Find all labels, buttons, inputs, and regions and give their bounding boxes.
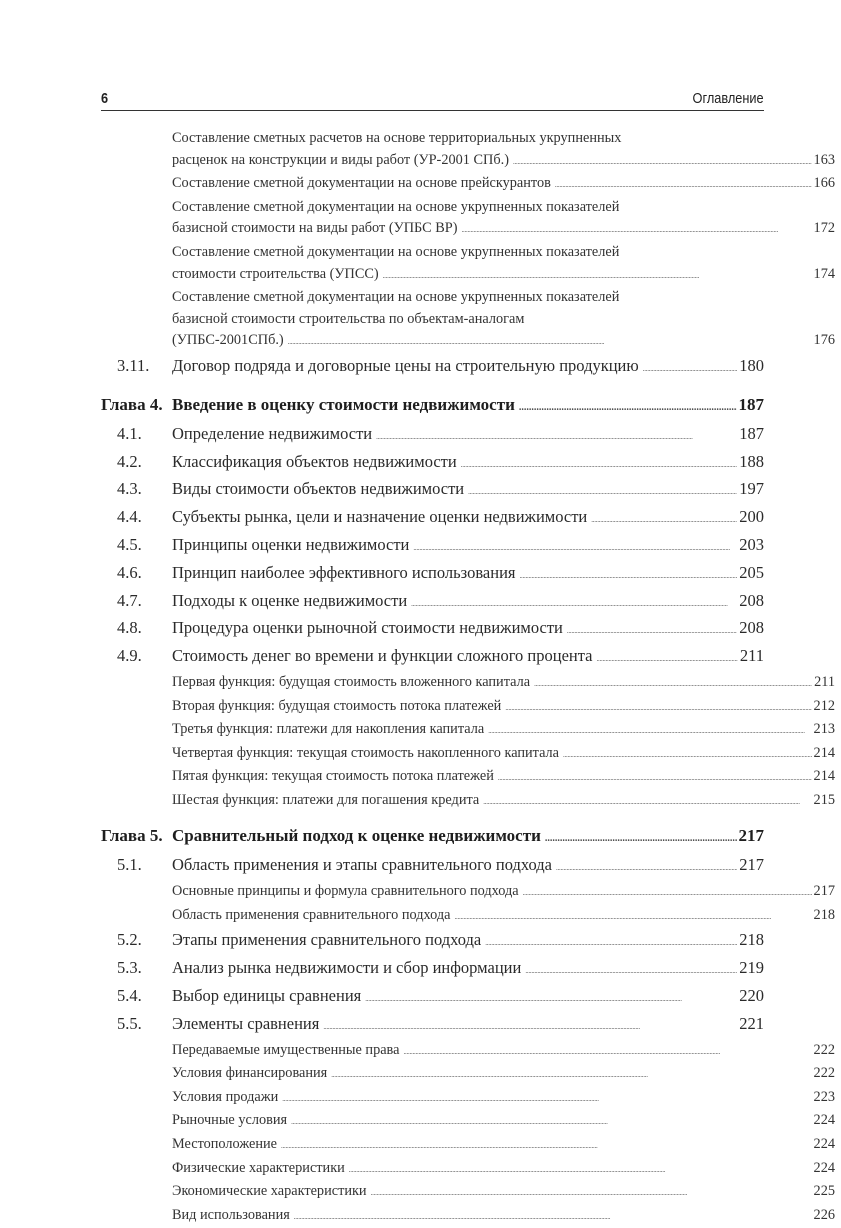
toc-subentry[interactable] [101, 1158, 835, 1182]
dot-leader [591, 505, 737, 533]
toc-page-number: 224 [813, 1112, 835, 1129]
toc-page-number: 222 [813, 1065, 835, 1082]
toc-subentry[interactable] [101, 242, 835, 287]
chapter-number: Глава 5. [101, 826, 163, 846]
dot-leader [288, 330, 812, 354]
toc-page-number: 219 [739, 958, 764, 978]
toc-subentry-title: Местоположение [172, 1136, 277, 1153]
toc-subentry[interactable] [101, 743, 835, 767]
toc-subentry[interactable] [101, 1205, 835, 1228]
section-number: 5.1. [117, 855, 142, 875]
dot-leader [371, 1181, 812, 1205]
toc-subentry-title-line: Составление сметной документации на основе укрупненных показателей [172, 289, 620, 306]
section-title: Договор подряда и договорные цены на строительную продукцию [172, 355, 639, 375]
section-number: 5.2. [117, 930, 142, 950]
toc-subentry[interactable] [101, 1134, 835, 1158]
dot-leader [534, 672, 812, 696]
section-number: 4.7. [117, 590, 142, 610]
toc-page-number: 211 [814, 673, 835, 690]
toc-subentry[interactable] [101, 128, 835, 173]
toc-subentry-title-line: Составление сметных расчетов на основе территориальных укрупненных [172, 130, 622, 146]
toc-page-number: 217 [739, 855, 764, 875]
section-number: 3.11. [117, 355, 150, 375]
dot-leader [643, 354, 738, 382]
dot-leader [461, 450, 738, 478]
toc-subentry[interactable] [101, 1181, 835, 1205]
toc-section[interactable] [101, 1012, 764, 1040]
toc-subentry-title-line: Составление сметной документации на основе укрупненных показателей [172, 243, 620, 260]
toc-page-number: 197 [739, 479, 764, 499]
running-title: Оглавление [692, 90, 764, 107]
toc-page-number: 214 [813, 744, 835, 761]
section-title: Выбор единицы сравнения [172, 986, 362, 1006]
chapter-number: Глава 4. [101, 394, 163, 414]
toc-chapter-5[interactable] [101, 823, 764, 851]
toc-page-number: 172 [813, 220, 835, 237]
toc-subentry[interactable] [101, 1063, 835, 1087]
dot-leader [523, 881, 812, 905]
toc-subentry[interactable] [101, 790, 835, 814]
dot-leader [455, 905, 812, 929]
toc-subentry-title: Третья функция: платежи для накопления капитала [172, 721, 485, 738]
chapter-title: Сравнительный подход к оценке недвижимости [172, 826, 541, 846]
toc-subentry-title: Экономические характеристики [172, 1183, 367, 1200]
toc-subentry[interactable] [101, 1110, 835, 1134]
toc-section[interactable] [101, 956, 764, 984]
toc-page-number: 180 [739, 355, 764, 375]
dot-leader [488, 719, 811, 743]
section-number: 4.9. [117, 646, 142, 666]
toc-section[interactable] [101, 616, 764, 644]
dot-leader [383, 264, 812, 288]
toc-page-number: 221 [739, 1013, 764, 1033]
toc-subentry-title: Пятая функция: текущая стоимость потока платежей [172, 768, 494, 785]
dot-leader [349, 1158, 812, 1182]
dot-leader [413, 533, 737, 561]
dot-leader [596, 644, 737, 672]
toc-subentry[interactable] [101, 1040, 835, 1064]
toc-page-number: 176 [813, 332, 835, 349]
toc-page-number: 224 [813, 1136, 835, 1153]
section-title: Этапы применения сравнительного подхода [172, 930, 482, 950]
dot-leader [365, 984, 737, 1012]
page-number: 6 [101, 90, 109, 107]
dot-leader [291, 1110, 811, 1134]
dot-leader [331, 1063, 811, 1087]
toc-subentry[interactable] [101, 905, 835, 929]
toc-subentry-title-line: стоимости строительства (УПСС) [172, 265, 379, 282]
section-title: Анализ рынка недвижимости и сбор информации [172, 958, 522, 978]
toc-section[interactable] [101, 589, 764, 617]
dot-leader [563, 743, 812, 767]
dot-leader [519, 392, 737, 420]
toc-page-number: 218 [813, 906, 835, 923]
toc-page-number: 214 [813, 768, 835, 785]
toc-section[interactable] [101, 450, 764, 478]
dot-leader [403, 1040, 811, 1064]
toc-page-number: 213 [813, 721, 835, 738]
toc-page-number: 225 [813, 1183, 835, 1200]
dot-leader [520, 561, 738, 589]
toc-subentry-title-line: Составление сметной документации на основе укрупненных показателей [172, 198, 620, 215]
toc-page-number: 187 [739, 423, 764, 443]
toc-page-number: 187 [738, 394, 764, 414]
dot-leader [468, 477, 737, 505]
toc-subentry-title: Составление сметной документации на основе прейскурантов [172, 175, 551, 192]
dot-leader [545, 823, 737, 851]
toc-subentry[interactable] [101, 1087, 835, 1111]
dot-leader [282, 1087, 811, 1111]
section-number: 4.3. [117, 479, 142, 499]
toc-subentry-title-line: базисной стоимости строительства по объектам-аналогам [172, 310, 525, 327]
toc-page-number: 212 [813, 697, 835, 714]
toc-page-number: 205 [739, 562, 764, 582]
toc-page-number: 224 [813, 1159, 835, 1176]
section-title: Определение недвижимости [172, 423, 373, 443]
section-number: 5.5. [117, 1013, 142, 1033]
toc-page-number: 217 [738, 826, 764, 846]
toc-page-number: 163 [813, 151, 835, 168]
dot-leader [485, 928, 737, 956]
toc-page-number: 211 [739, 646, 764, 666]
dot-leader [281, 1134, 812, 1158]
toc-section-3-11[interactable] [101, 354, 764, 382]
section-number: 4.8. [117, 618, 142, 638]
toc-section[interactable] [101, 533, 764, 561]
dot-leader [498, 766, 812, 790]
toc-section[interactable] [101, 477, 764, 505]
section-title: Субъекты рынка, цели и назначение оценки недвижимости [172, 507, 588, 527]
section-number: 4.2. [117, 451, 142, 471]
toc-section[interactable] [101, 928, 764, 956]
toc-page-number: 200 [739, 507, 764, 527]
section-number: 4.6. [117, 562, 142, 582]
section-title: Подходы к оценке недвижимости [172, 590, 408, 610]
section-title: Элементы сравнения [172, 1013, 320, 1033]
toc-subentry-title: Вторая функция: будущая стоимость потока платежей [172, 697, 502, 714]
toc-chapter-4[interactable] [101, 392, 764, 420]
dot-leader [294, 1205, 812, 1228]
toc-page-number: 217 [813, 883, 835, 900]
toc-page-number: 208 [739, 590, 764, 610]
dot-leader [567, 616, 737, 644]
toc-page-number: 188 [739, 451, 764, 471]
dot-leader [462, 218, 812, 242]
section-number: 4.1. [117, 423, 142, 443]
toc-page-number: 218 [739, 930, 764, 950]
toc-subentry-title: Шестая функция: платежи для погашения кредита [172, 791, 480, 808]
toc-page-number: 223 [813, 1088, 835, 1105]
toc-subentry-title-line: расценок на конструкции и виды работ (УР-2001 СПб.) [172, 151, 509, 168]
dot-leader [556, 853, 737, 881]
section-title: Виды стоимости объектов недвижимости [172, 479, 465, 499]
section-number: 5.4. [117, 986, 142, 1006]
toc-section[interactable] [101, 505, 764, 533]
section-title: Процедура оценки рыночной стоимости недвижимости [172, 618, 563, 638]
dot-leader [323, 1012, 737, 1040]
toc-page-number: 208 [739, 618, 764, 638]
toc-page-number: 166 [813, 175, 835, 192]
toc-section[interactable] [101, 561, 764, 589]
dot-leader [483, 790, 811, 814]
toc-page-number: 215 [813, 791, 835, 808]
dot-leader [513, 150, 812, 174]
toc-subentry-title: Четвертая функция: текущая стоимость накопленного капитала [172, 744, 560, 761]
toc-subentry-title: Условия финансирования [172, 1065, 328, 1082]
toc-subentry[interactable] [101, 719, 835, 743]
toc-page-number: 222 [813, 1041, 835, 1058]
toc-subentry[interactable] [101, 881, 835, 905]
toc-page-number: 226 [813, 1206, 835, 1223]
toc-subentry[interactable] [101, 173, 835, 197]
toc-section[interactable] [101, 422, 764, 450]
toc-section-5-1[interactable] [101, 853, 764, 881]
toc-page-number: 220 [739, 986, 764, 1006]
section-title: Область применения и этапы сравнительного подхода [172, 855, 553, 875]
toc-subentry-title: Рыночные условия [172, 1112, 288, 1129]
toc-subentry-title: Основные принципы и формула сравнительного подхода [172, 883, 519, 900]
toc-subentry[interactable] [101, 672, 835, 696]
running-header [101, 90, 764, 111]
section-title: Принцип наиболее эффективного использования [172, 562, 516, 582]
toc-subentry[interactable] [101, 696, 835, 720]
section-title: Классификация объектов недвижимости [172, 451, 457, 471]
toc-subentry[interactable] [101, 766, 835, 790]
toc-subentry[interactable] [101, 287, 835, 354]
section-title: Стоимость денег во времени и функции сложного процента [172, 646, 593, 666]
toc-subentry-title-line: (УПБС-2001СПб.) [172, 332, 284, 349]
table-of-contents [101, 128, 835, 1228]
toc-subentry-title: Физические характеристики [172, 1159, 345, 1176]
dot-leader [505, 696, 811, 720]
section-title: Принципы оценки недвижимости [172, 534, 410, 554]
toc-section[interactable] [101, 644, 764, 672]
section-number: 4.5. [117, 534, 142, 554]
dot-leader [376, 422, 737, 450]
toc-page-number: 203 [739, 534, 764, 554]
toc-subentry-title: Область применения сравнительного подхода [172, 906, 451, 923]
section-number: 5.3. [117, 958, 142, 978]
toc-subentry-title: Первая функция: будущая стоимость вложенного капитала [172, 673, 531, 690]
toc-section[interactable] [101, 984, 764, 1012]
section-number: 4.4. [117, 507, 142, 527]
toc-page-number: 174 [813, 265, 835, 282]
toc-subentry-title-line: базисной стоимости на виды работ (УПБС ВР) [172, 220, 458, 237]
dot-leader [411, 589, 737, 617]
chapter-title: Введение в оценку стоимости недвижимости [172, 394, 515, 414]
toc-subentry-title: Передаваемые имущественные права [172, 1041, 400, 1058]
toc-subentry[interactable] [101, 197, 835, 242]
toc-subentry-title: Условия продажи [172, 1088, 279, 1105]
dot-leader [525, 956, 737, 984]
dot-leader [555, 173, 812, 197]
toc-subentry-title: Вид использования [172, 1206, 290, 1223]
